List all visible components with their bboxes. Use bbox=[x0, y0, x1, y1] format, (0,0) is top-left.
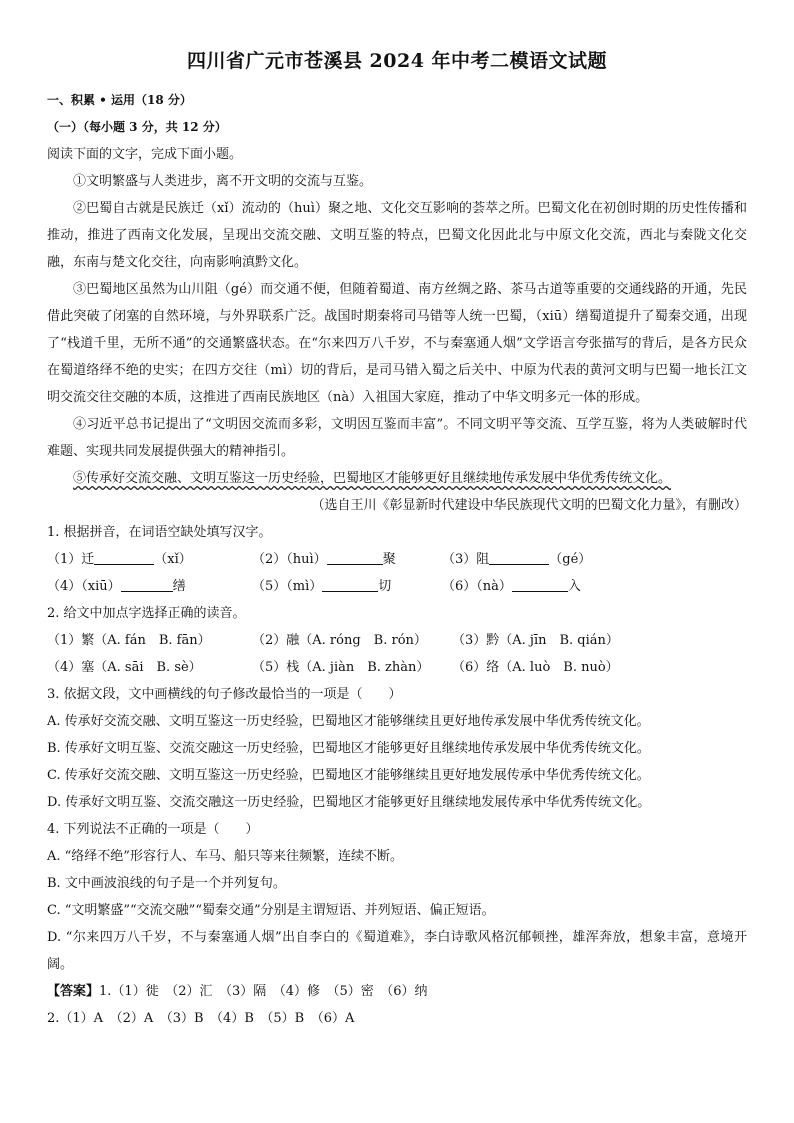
answer-line-1 bbox=[47, 978, 747, 1005]
section-heading: 一、积累 • 运用（18 分） bbox=[47, 93, 192, 107]
question-4-option-a: A. “络绎不绝”形容行人、车马、船只等来往频繁，连续不断。 bbox=[47, 849, 403, 864]
question-4-option-b: B. 文中画波浪线的句子是一个并列复句。 bbox=[47, 876, 286, 891]
question-4-option-c: C. “文明繁盛”“交流交融”“蜀秦交通”分别是主谓短语、并列短语、偏正短语。 bbox=[47, 903, 495, 918]
fill-blank[interactable] bbox=[327, 550, 383, 565]
pronunciation-item: （2）融（A. róng B. rón） bbox=[252, 633, 427, 648]
reading-instruction: 阅读下面的文字，完成下面小题。 bbox=[47, 147, 243, 162]
fill-blank[interactable] bbox=[322, 577, 378, 592]
paragraph-3: ③巴蜀地区虽然为山川阻（gé）而交通不便，但随着蜀道、南方丝绸之路、茶马古道等重要的交通线路的开通，先民借此突破了闭塞的自然环境，与外界联系广泛。战国时期秦将司马错等人统一巴蜀，（xiū）缮蜀道提升了蜀秦交通，出现了“栈道千里，无所不通”的交通繁盛状态。在“尔来四万八千岁，不与秦塞通人烟”文学语言夸张描写的背后，是各方民众在蜀道络绎不绝的史实；在四方交往（mì）切的背后，是司马错入蜀之后关中、中原为代表的黄河文明与巴蜀一地长江文明交流交往交融的本质，这推进了西南民族地区（nà）入祖国大家庭，推动了中华文明多元一体的形成。 bbox=[47, 282, 747, 405]
pronunciation-item: （6）络（A. luò B. nuò） bbox=[452, 660, 619, 675]
subsection-heading: （一）（每小题 3 分，共 12 分） bbox=[47, 120, 227, 134]
blank-item-1: （1）迁 （xǐ） bbox=[47, 552, 192, 567]
pronunciation-item: （3）黔（A. jīn B. qián） bbox=[452, 633, 619, 648]
blank-item-5: （5）（mì） 切 bbox=[252, 579, 392, 594]
paragraph-1: ①文明繁盛与人类进步，离不开文明的交流与互鉴。 bbox=[73, 174, 373, 189]
question-4-stem: 4. 下列说法不正确的一项是（ ） bbox=[47, 822, 259, 837]
paragraph-5 bbox=[47, 465, 747, 492]
fill-blank[interactable] bbox=[121, 577, 173, 592]
answer-text: 1.（1）徙 （2）汇 （3）隔 （4）修 （5）密 （6）纳 bbox=[99, 984, 428, 999]
question-2-row-1 bbox=[47, 627, 747, 654]
source-citation: （选自王川《彰显新时代建设中华民族现代文明的巴蜀文化力量》，有删改） bbox=[311, 498, 747, 513]
pronunciation-item: （1）繁（A. fán B. fān） bbox=[47, 633, 211, 648]
question-4-option-d: D. “尔来四万八千岁，不与秦塞通人烟”出自李白的《蜀道难》，李白诗歌风格沉郁顿挫，雄浑奔放，想象丰富，意境开阔。 bbox=[47, 930, 747, 972]
question-1-row-2 bbox=[47, 573, 747, 600]
blank-item-2: （2）（huì） 聚 bbox=[252, 552, 396, 567]
question-3-option-a: A. 传承好交流交融、文明互鉴这一历史经验，巴蜀地区才能够继续且更好地传承发展中华优秀传统文化。 bbox=[47, 714, 650, 729]
answer-line-2: 2.（1）A （2）A （3）B （4）B （5）B （6）A bbox=[47, 1011, 355, 1026]
wavy-underlined-sentence: ⑤传承好交流交融、文明互鉴这一历史经验，巴蜀地区才能够更好且继续地传承发展中华优秀传统文化。 bbox=[73, 471, 672, 486]
document-page bbox=[47, 46, 747, 1032]
blank-item-3: （3）阻 （gé） bbox=[442, 552, 592, 567]
pronunciation-item: （4）塞（A. sāi B. sè） bbox=[47, 660, 202, 675]
paragraph-2: ②巴蜀自古就是民族迁（xǐ）流动的（huì）聚之地、文化交互影响的荟萃之所。巴蜀文化在初创时期的历史性传播和推动，推进了西南文化发展，呈现出交流交融、文明互鉴的特点，巴蜀文化因此北与中原文化交流，西北与秦陇文化交融，东南与楚文化交往，向南影响滇黔文化。 bbox=[47, 201, 747, 270]
question-1-stem: 1. 根据拼音，在词语空缺处填写汉字。 bbox=[47, 525, 272, 540]
question-3-option-b: B. 传承好文明互鉴、交流交融这一历史经验，巴蜀地区才能够更好且继续地传承发展中华优秀传统文化。 bbox=[47, 741, 650, 756]
paragraph-4: ④习近平总书记提出了“文明因交流而多彩，文明因互鉴而丰富”。不同文明平等交流、互学互鉴，将为人类破解时代难题、实现共同发展提供强大的精神指引。 bbox=[47, 417, 747, 459]
fill-blank[interactable] bbox=[512, 577, 568, 592]
question-3-option-c: C. 传承好交流交融、文明互鉴这一历史经验，巴蜀地区才能够继续且更好地发展传承中华优秀传统文化。 bbox=[47, 768, 650, 783]
fill-blank[interactable] bbox=[489, 550, 549, 565]
fill-blank[interactable] bbox=[94, 550, 154, 565]
question-2-stem: 2. 给文中加点字选择正确的读音。 bbox=[47, 606, 246, 621]
page-title: 四川省广元市苍溪县 2024 年中考二模语文试题 bbox=[186, 50, 608, 72]
blank-item-4: （4）（xiū） 缮 bbox=[47, 579, 186, 594]
question-3-option-d: D. 传承好文明互鉴、交流交融这一历史经验，巴蜀地区才能够更好且继续地发展传承中华优秀传统文化。 bbox=[47, 795, 651, 810]
blank-item-6: （6）（nà） 入 bbox=[442, 579, 581, 594]
answer-tag: 【答案】 bbox=[47, 984, 100, 999]
question-2-row-2 bbox=[47, 654, 747, 681]
pronunciation-item: （5）栈（A. jiàn B. zhàn） bbox=[252, 660, 430, 675]
question-3-stem: 3. 依据文段，文中画横线的句子修改最恰当的一项是（ ） bbox=[47, 687, 402, 702]
question-1-row-1 bbox=[47, 546, 747, 573]
